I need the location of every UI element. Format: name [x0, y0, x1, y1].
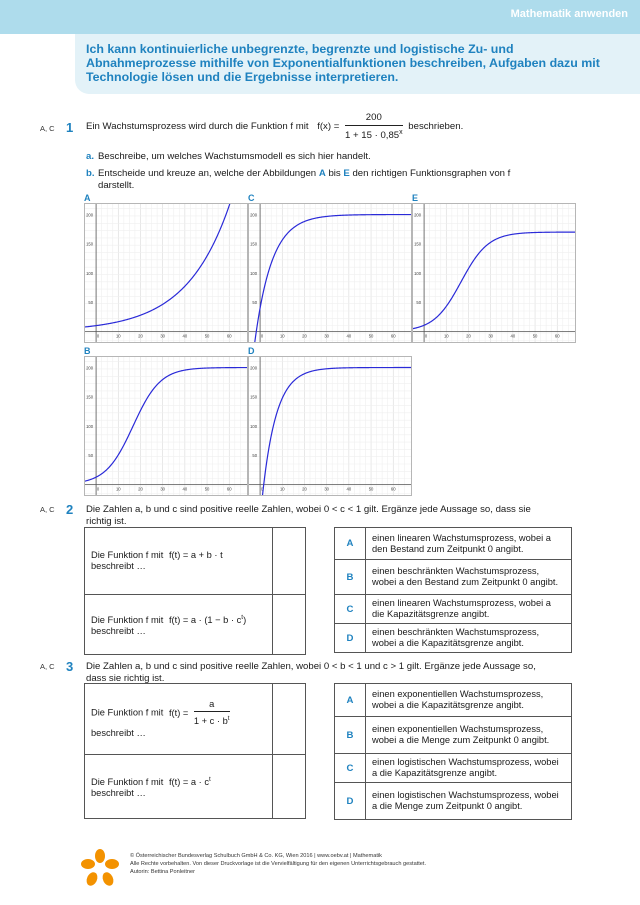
- y-tick-label: 200: [86, 365, 94, 371]
- y-tick-label: 100: [414, 270, 422, 276]
- x-tick-label: 30: [160, 333, 166, 339]
- publisher-logo: [80, 848, 120, 888]
- task2-option-text: einen beschränkten Wachstumsprozess, wobei a die Kapazitätsgrenze angibt.: [366, 624, 572, 653]
- task1-formula-exponent: x: [399, 128, 403, 136]
- task3-answer-box-1[interactable]: [273, 684, 306, 755]
- publisher-logo-text: öbv: [93, 866, 107, 873]
- task3-s1-l2: beschreibt …: [91, 727, 146, 738]
- x-tick-label: 40: [182, 333, 188, 339]
- task1-b-text-2: den richtigen Funktionsgraphen von f: [352, 168, 511, 179]
- x-tick-label: 10: [279, 333, 285, 339]
- task2-tag: A, C: [40, 505, 55, 514]
- x-tick-label: 60: [226, 333, 232, 339]
- x-tick-label: 30: [324, 486, 330, 492]
- task2-s2-close: ): [243, 615, 247, 626]
- x-tick-label: 60: [390, 486, 396, 492]
- task3-answer-box-2[interactable]: [273, 755, 306, 819]
- graph-a: [84, 203, 248, 343]
- task3-left-row: [85, 755, 306, 819]
- section-title: Mathematik anwenden: [510, 8, 628, 20]
- x-tick-label: 30: [324, 333, 330, 339]
- y-tick-label: 100: [250, 270, 258, 276]
- task1-b-ref-e: E: [343, 168, 350, 179]
- task2-text-1: Die Zahlen a, b und c sind positive reelle Zahlen, wobei 0 < c < 1 gilt. Ergänze jede Aussage so, dass sie: [86, 504, 531, 515]
- graph-label-c: C: [248, 193, 255, 203]
- task1-formula-den-text: 1 + 15 · 0,85: [344, 129, 400, 141]
- y-tick-label: 150: [250, 241, 258, 247]
- footer-line-1: © Österreichischer Bundesverlag Schulbuch GmbH & Co. KG, Wien 2016 | www.oebv.at | Mathematik: [130, 853, 382, 859]
- x-tick-label: 10: [279, 486, 285, 492]
- task3-s1-den-text: 1 + c · b: [193, 716, 228, 727]
- task2-left-row: [85, 595, 306, 655]
- task2-statement-1: [85, 528, 273, 595]
- task3-option-row: [335, 684, 572, 717]
- x-tick-label: 0: [260, 486, 264, 492]
- task2-left-table: [84, 527, 306, 655]
- task2-s1-l2: beschreibt …: [91, 561, 146, 571]
- task1-b-text-1: Entscheide und kreuze an, welche der Abbildungen: [98, 168, 317, 179]
- task2-option-key: D: [335, 624, 366, 653]
- task1-b-text-3: darstellt.: [98, 179, 135, 191]
- task3-s2-l2: beschreibt …: [91, 788, 146, 799]
- graph-label-a: A: [84, 193, 91, 203]
- task3-left-table: [84, 683, 306, 819]
- x-tick-label: 10: [443, 333, 449, 339]
- x-tick-label: 20: [302, 486, 307, 492]
- task2-right-table: [334, 527, 572, 653]
- task3-s1-denominator: [194, 712, 230, 727]
- task2-option-key: B: [335, 560, 366, 595]
- task1-b-ref-a: A: [318, 168, 326, 179]
- task2-s1-l1: Die Funktion f mit: [91, 550, 164, 560]
- y-tick-label: 100: [86, 423, 94, 429]
- y-tick-label: 150: [86, 241, 94, 247]
- task3-number: 3: [66, 659, 74, 674]
- task3-option-row: [335, 783, 572, 820]
- footer-copyright: [130, 852, 426, 876]
- footer-line-2: Alle Rechte vorbehalten. Von dieser Druckvorlage ist die Vervielfältigung für den eigenen Unterrichtsgebrauch gestattet.: [130, 861, 427, 867]
- task3-s2-l1: Die Funktion f mit: [91, 777, 164, 788]
- task1-a-label: a.: [86, 151, 95, 162]
- learning-goal-text: Ich kann kontinuierliche unbegrenzte, begrenzte und logistische Zu- und Abnahmeprozesse mithilfe von Exponentialfunktionen beschreiben, Aufgaben dazu mit Technologie lösen und die Ergebnisse interpretieren.: [86, 42, 600, 84]
- x-tick-label: 30: [160, 486, 166, 492]
- task3-statement-2: [85, 755, 273, 819]
- graph-e: [412, 203, 576, 343]
- y-tick-label: 50: [252, 453, 258, 459]
- task2-statement: [86, 504, 606, 527]
- y-tick-label: 200: [250, 365, 258, 371]
- task2-option-row: [335, 528, 572, 560]
- task2-option-row: [335, 560, 572, 595]
- y-tick-label: 150: [86, 394, 94, 400]
- task3-option-row: [335, 754, 572, 783]
- task3-s1-fraction: [194, 699, 230, 727]
- task3-s2-sup: t: [208, 775, 211, 783]
- task1-statement: [86, 112, 463, 141]
- x-tick-label: 40: [510, 333, 516, 339]
- footer-line-3: Autorin: Bettina Ponleitner: [130, 869, 195, 875]
- task3-s2-formula: f(t) = a · c: [168, 777, 209, 788]
- task1-formula-fraction: [345, 112, 403, 141]
- x-tick-label: 20: [138, 333, 143, 339]
- graph-label-e: E: [412, 193, 419, 203]
- task3-option-text: einen exponentiellen Wachstumsprozess, wobei a die Kapazitätsgrenze angibt.: [366, 684, 572, 717]
- task1-number: 1: [66, 120, 74, 135]
- task2-option-key: C: [335, 595, 366, 624]
- task1-tag: A, C: [40, 124, 55, 133]
- x-tick-label: 0: [424, 333, 428, 339]
- task2-option-row: [335, 595, 572, 624]
- x-tick-label: 0: [96, 333, 100, 339]
- y-tick-label: 150: [250, 394, 258, 400]
- task3-option-text: einen logistischen Wachstumsprozess, wobei a die Kapazitätsgrenze angibt.: [366, 754, 572, 783]
- y-tick-label: 100: [250, 423, 258, 429]
- task2-s2-l1: Die Funktion f mit: [91, 615, 164, 626]
- task2-option-row: [335, 624, 572, 653]
- graph-b: [84, 356, 248, 496]
- task3-option-key: D: [335, 783, 366, 820]
- y-tick-label: 150: [414, 241, 422, 247]
- task3-option-text: einen exponentiellen Wachstumsprozess, wobei a die Menge zum Zeitpunkt 0 angibt.: [366, 717, 572, 754]
- y-tick-label: 200: [414, 212, 422, 218]
- task2-option-key: A: [335, 528, 366, 560]
- x-tick-label: 40: [346, 486, 352, 492]
- task2-number: 2: [66, 502, 74, 517]
- x-tick-label: 50: [368, 333, 374, 339]
- x-tick-label: 60: [390, 333, 396, 339]
- x-tick-label: 50: [204, 486, 210, 492]
- task2-answer-box-1[interactable]: [273, 528, 306, 595]
- x-tick-label: 60: [554, 333, 560, 339]
- y-tick-label: 50: [88, 300, 94, 306]
- task2-text-2: richtig ist.: [86, 515, 127, 527]
- x-tick-label: 50: [368, 486, 374, 492]
- task3-text-1: Die Zahlen a, b und c sind positive reelle Zahlen, wobei 0 < b < 1 und c > 1 gilt. Ergänze jede Aussage so,: [86, 661, 536, 672]
- y-tick-label: 100: [86, 270, 94, 276]
- task1-b-mid: bis: [328, 168, 341, 179]
- x-tick-label: 40: [182, 486, 188, 492]
- graph-d: [248, 356, 412, 496]
- task3-left-row: [85, 684, 306, 755]
- task2-s2-sup: t: [241, 613, 244, 621]
- task1-outro: beschrieben.: [408, 121, 464, 133]
- function-curve: [261, 368, 411, 496]
- task3-option-text: einen logistischen Wachstumsprozess, wobei a die Menge zum Zeitpunkt 0 angibt.: [366, 783, 572, 820]
- x-tick-label: 60: [226, 486, 232, 492]
- task2-option-text: einen linearen Wachstumsprozess, wobei a die Kapazitätsgrenze angibt.: [366, 595, 572, 624]
- task2-s2-l2: beschreibt …: [91, 626, 146, 637]
- graph-label-d: D: [248, 346, 255, 356]
- x-tick-label: 40: [346, 333, 352, 339]
- task2-answer-box-2[interactable]: [273, 595, 306, 655]
- task1-formula-lhs: f(x) =: [317, 121, 340, 133]
- x-tick-label: 50: [532, 333, 538, 339]
- x-tick-label: 0: [96, 486, 100, 492]
- task1-b-label: b.: [86, 168, 95, 179]
- task3-text-2: dass sie richtig ist.: [86, 672, 165, 684]
- task3-statement-1: [85, 684, 273, 755]
- x-tick-label: 20: [302, 333, 307, 339]
- task2-s2-formula: f(t) = a · (1 − b · c: [168, 615, 242, 626]
- task3-option-key: C: [335, 754, 366, 783]
- task1-formula-denominator: [345, 126, 403, 142]
- task2-left-row: [85, 528, 306, 595]
- task3-s1-l1: Die Funktion f mit: [91, 707, 164, 718]
- task3-s1-numerator: a: [194, 699, 230, 712]
- task3-right-table: [334, 683, 572, 820]
- task3-option-key: A: [335, 684, 366, 717]
- x-tick-label: 10: [115, 333, 121, 339]
- task3-s1-sup: t: [227, 715, 230, 723]
- task1-formula-numerator: 200: [345, 112, 403, 126]
- x-tick-label: 20: [466, 333, 471, 339]
- task3-s1-lhs: f(t) =: [168, 707, 189, 718]
- task3-tag: A, C: [40, 662, 55, 671]
- task3-option-row: [335, 717, 572, 754]
- task1-b-text: [98, 168, 548, 191]
- task2-statement-2: [85, 595, 273, 655]
- task3-option-key: B: [335, 717, 366, 754]
- y-tick-label: 50: [252, 300, 258, 306]
- task2-option-text: einen beschränkten Wachstumsprozess, wobei a den Bestand zum Zeitpunkt 0 angibt.: [366, 560, 572, 595]
- x-tick-label: 10: [115, 486, 121, 492]
- x-tick-label: 0: [260, 333, 264, 339]
- x-tick-label: 30: [488, 333, 494, 339]
- x-tick-label: 50: [204, 333, 210, 339]
- graph-label-b: B: [84, 346, 91, 356]
- y-tick-label: 200: [86, 212, 94, 218]
- function-curve: [413, 232, 575, 329]
- graph-c: [248, 203, 412, 343]
- x-tick-label: 20: [138, 486, 143, 492]
- task2-option-text: einen linearen Wachstumsprozess, wobei a den Bestand zum Zeitpunkt 0 angibt.: [366, 528, 572, 560]
- task2-s1-formula: f(t) = a + b · t: [168, 550, 223, 560]
- task1-a-text: Beschreibe, um welches Wachstumsmodell es sich hier handelt.: [98, 151, 371, 162]
- task3-statement: [86, 661, 606, 684]
- y-tick-label: 50: [416, 300, 422, 306]
- task1-intro: Ein Wachstumsprozess wird durch die Funktion f mit: [86, 121, 309, 133]
- y-tick-label: 200: [250, 212, 258, 218]
- y-tick-label: 50: [88, 453, 94, 459]
